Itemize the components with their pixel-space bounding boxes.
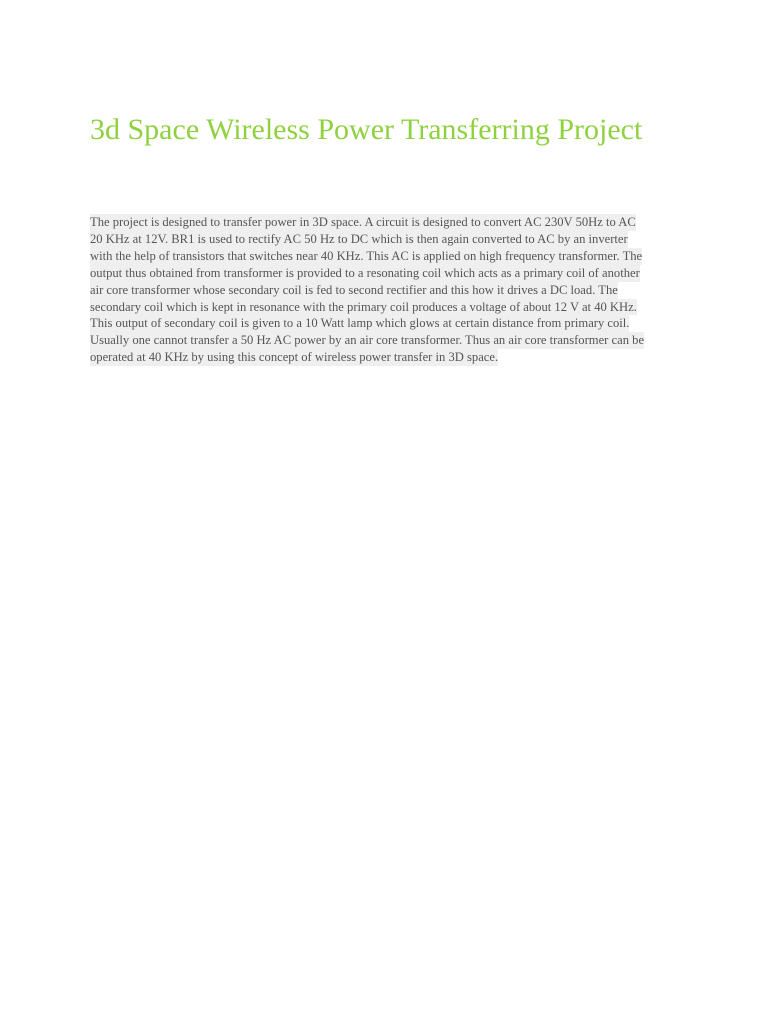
body-line: air core transformer whose secondary coil is fed to second rectifier and this how it drives a DC load. The [90, 282, 618, 297]
body-line: The project is designed to transfer power in 3D space. A circuit is designed to convert AC 230V 50Hz to AC [90, 215, 636, 229]
body-line: This output of secondary coil is given to a 10 Watt lamp which glows at certain distance from primary coil. [90, 316, 630, 331]
document-body [90, 214, 680, 366]
body-line: Usually one cannot transfer a 50 Hz AC power by an air core transformer. Thus an air core transformer can be [90, 333, 645, 348]
body-line: secondary coil which is kept in resonance with the primary coil produces a voltage of about 12 V at 40 KHz. [90, 299, 637, 314]
body-line: operated at 40 KHz by using this concept of wireless power transfer in 3D space. [90, 350, 499, 365]
body-line: with the help of transistors that switches near 40 KHz. This AC is applied on high frequency transformer. The [90, 248, 643, 263]
document-title: 3d Space Wireless Power Transferring Project [90, 113, 643, 146]
body-line: 20 KHz at 12V. BR1 is used to rectify AC 50 Hz to DC which is then again converted to AC by an inverter [90, 231, 628, 246]
body-line: output thus obtained from transformer is provided to a resonating coil which acts as a primary coil of another [90, 265, 640, 280]
